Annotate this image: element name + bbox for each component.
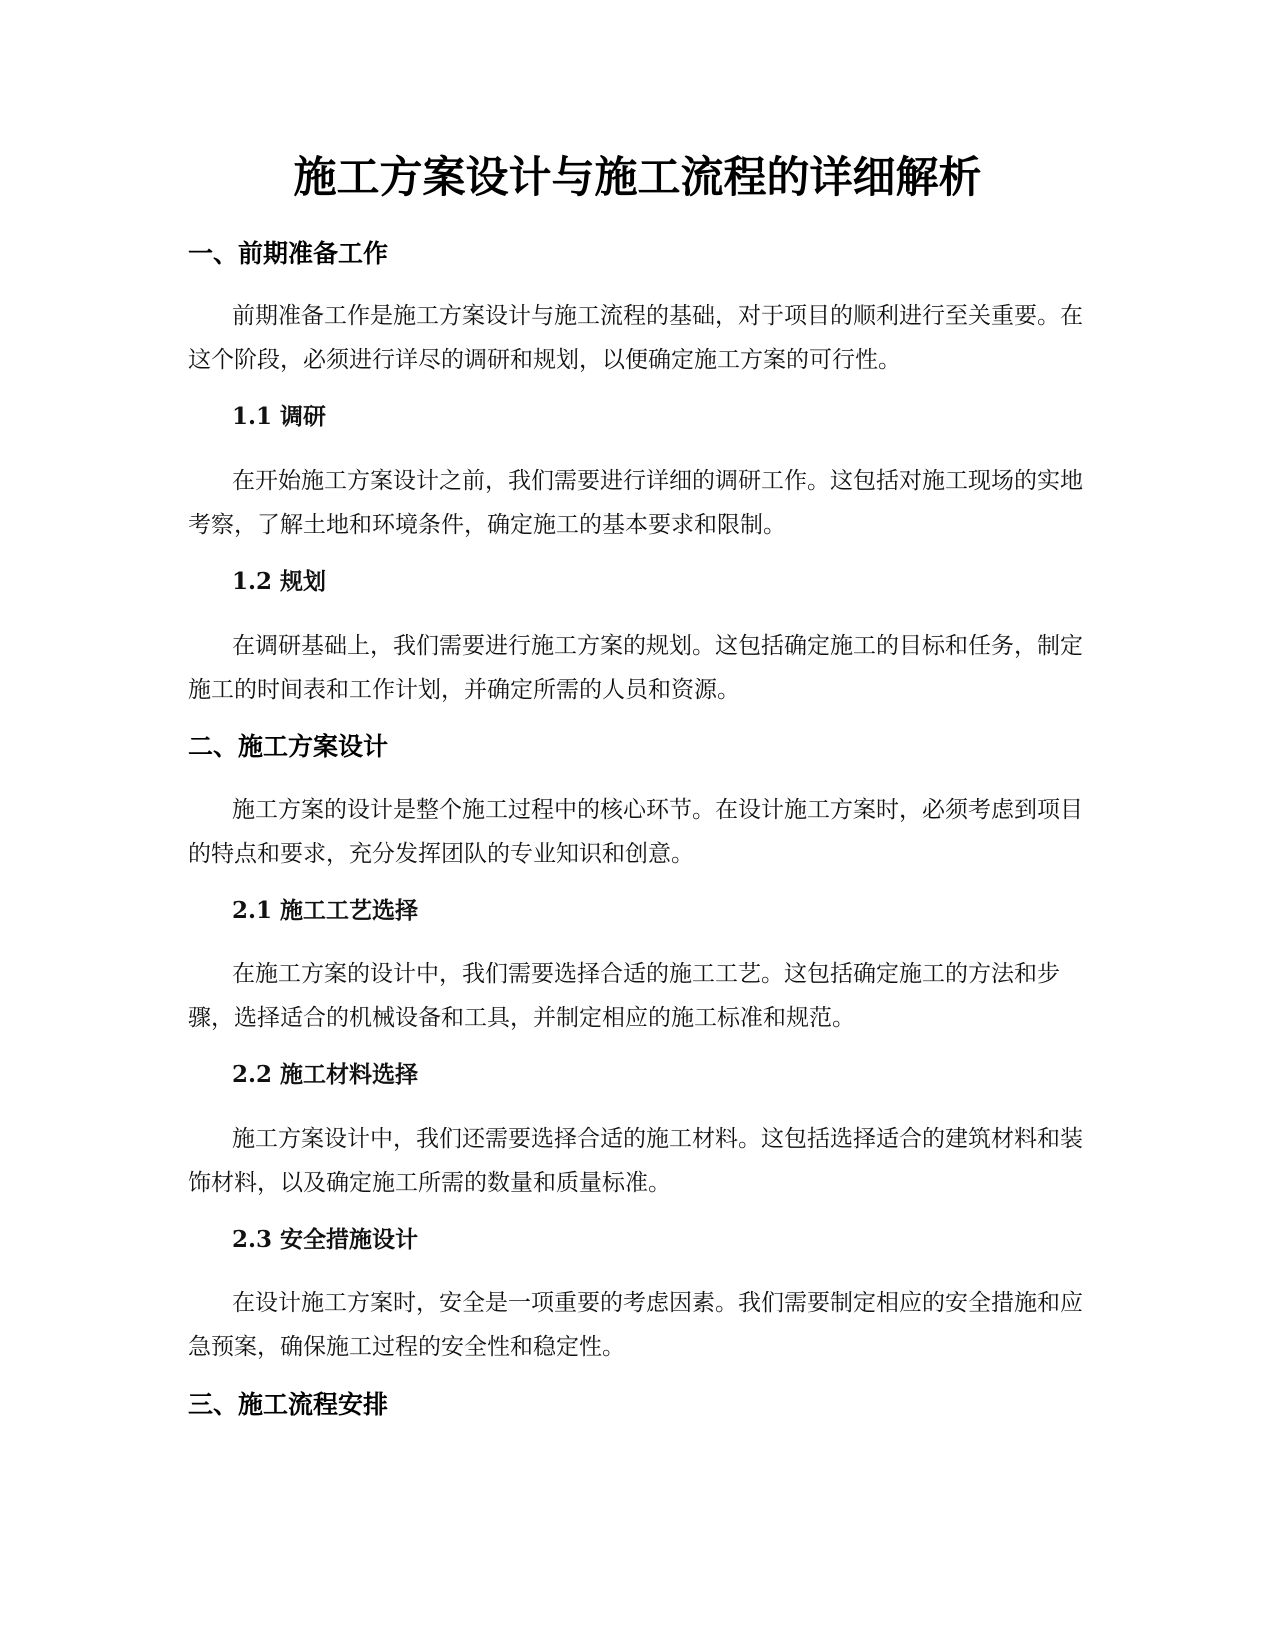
subsection-heading: 1.2 规划 bbox=[232, 568, 327, 595]
subsection-text: 施工方案设计中，我们还需要选择合适的施工材料。这包括选择适合的建筑材料和装饰材料，以及确定施工所需的数量和质量标准。 bbox=[188, 1126, 1083, 1196]
section-intro: 施工方案的设计是整个施工过程中的核心环节。在设计施工方案时，必须考虑到项目的特点和要求，充分发挥团队的专业知识和创意。 bbox=[188, 797, 1083, 867]
subsection-text: 在施工方案的设计中，我们需要选择合适的施工工艺。这包括确定施工的方法和步骤，选择适合的机械设备和工具，并制定相应的施工标准和规范。 bbox=[188, 961, 1060, 1031]
subsection-heading: 2.2 施工材料选择 bbox=[232, 1061, 419, 1088]
subsection-text: 在调研基础上，我们需要进行施工方案的规划。这包括确定施工的目标和任务，制定施工的时间表和工作计划，并确定所需的人员和资源。 bbox=[188, 633, 1083, 703]
subsection-heading: 2.1 施工工艺选择 bbox=[232, 897, 419, 924]
document-title: 施工方案设计与施工流程的详细解析 bbox=[293, 153, 982, 203]
section-heading: 一、前期准备工作 bbox=[188, 239, 389, 268]
subsection-text: 在设计施工方案时，安全是一项重要的考虑因素。我们需要制定相应的安全措施和应急预案，确保施工过程的安全性和稳定性。 bbox=[188, 1290, 1083, 1360]
section-intro: 前期准备工作是施工方案设计与施工流程的基础，对于项目的顺利进行至关重要。在这个阶段，必须进行详尽的调研和规划，以便确定施工方案的可行性。 bbox=[188, 303, 1083, 373]
section-heading: 三、施工流程安排 bbox=[188, 1390, 389, 1419]
subsection-heading: 2.3 安全措施设计 bbox=[232, 1226, 419, 1253]
section-heading: 二、施工方案设计 bbox=[188, 732, 389, 761]
subsection-text: 在开始施工方案设计之前，我们需要进行详细的调研工作。这包括对施工现场的实地考察，了解土地和环境条件，确定施工的基本要求和限制。 bbox=[188, 468, 1083, 538]
subsection-heading: 1.1 调研 bbox=[232, 403, 327, 430]
